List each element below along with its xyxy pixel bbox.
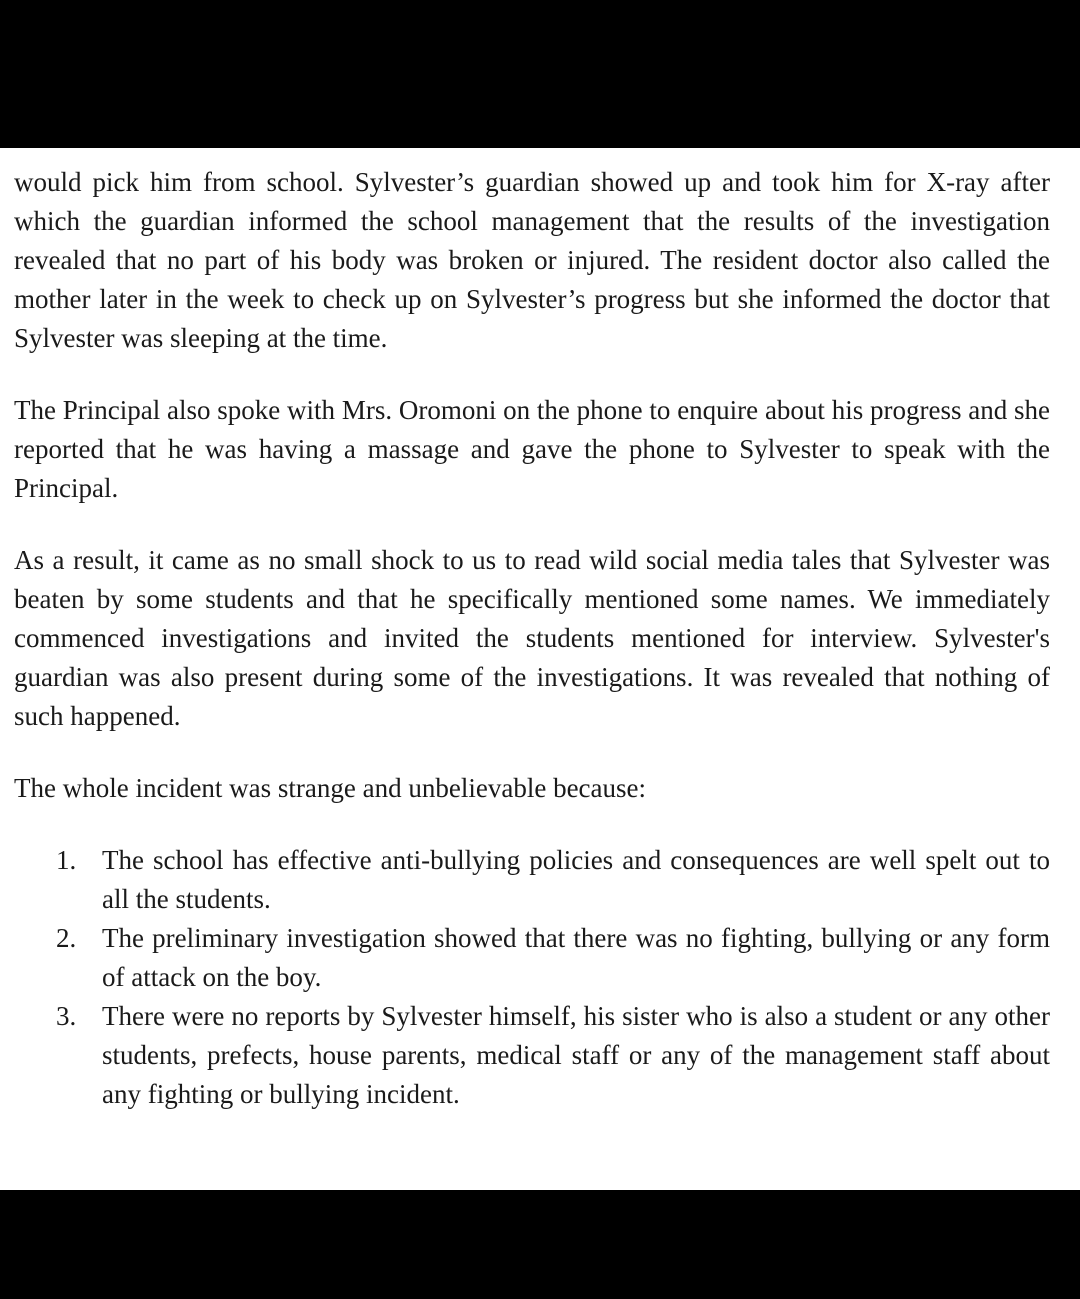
list-number: 2. [56,923,77,953]
list-item [14,997,1050,1114]
list-item-text: The preliminary investigation showed that there was no fighting, bullying or any form of attack on the boy. [102,923,1050,992]
document-page [0,148,1080,1190]
list-item [14,919,1050,997]
paragraph-incident-intro: The whole incident was strange and unbelievable because: [14,773,647,803]
reasons-list [14,841,1050,1114]
document-body [14,163,1050,1114]
top-black-bar [0,0,1080,148]
paragraph-social-media: As a result, it came as no small shock to us to read wild social media tales that Sylvester was beaten by some students and that he specifically mentioned some names. We immediately commenced investigations and invited the students mentioned for interview. Sylvester's guardian was also present during some of the investigations. It was revealed that nothing of such happened. [14,545,1050,731]
paragraph-guardian-xray: would pick him from school. Sylvester’s guardian showed up and took him for X-ray after which the guardian informed the school management that the results of the investigation revealed that no part of his body was broken or injured. The resident doctor also called the mother later in the week to check up on Sylvester’s progress but she informed the doctor that Sylvester was sleeping at the time. [14,167,1050,353]
paragraph-principal-call: The Principal also spoke with Mrs. Oromoni on the phone to enquire about his progress and she reported that he was having a massage and gave the phone to Sylvester to speak with the Principal. [14,395,1050,503]
list-number: 1. [56,845,77,875]
list-item [14,841,1050,919]
list-item-text: The school has effective anti-bullying policies and consequences are well spelt out to all the students. [102,845,1050,914]
list-item-text: There were no reports by Sylvester himself, his sister who is also a student or any other students, prefects, house parents, medical staff or any of the management staff about any fighting or bullying incident. [102,1001,1050,1109]
bottom-black-bar [0,1190,1080,1299]
list-number: 3. [56,1001,77,1031]
